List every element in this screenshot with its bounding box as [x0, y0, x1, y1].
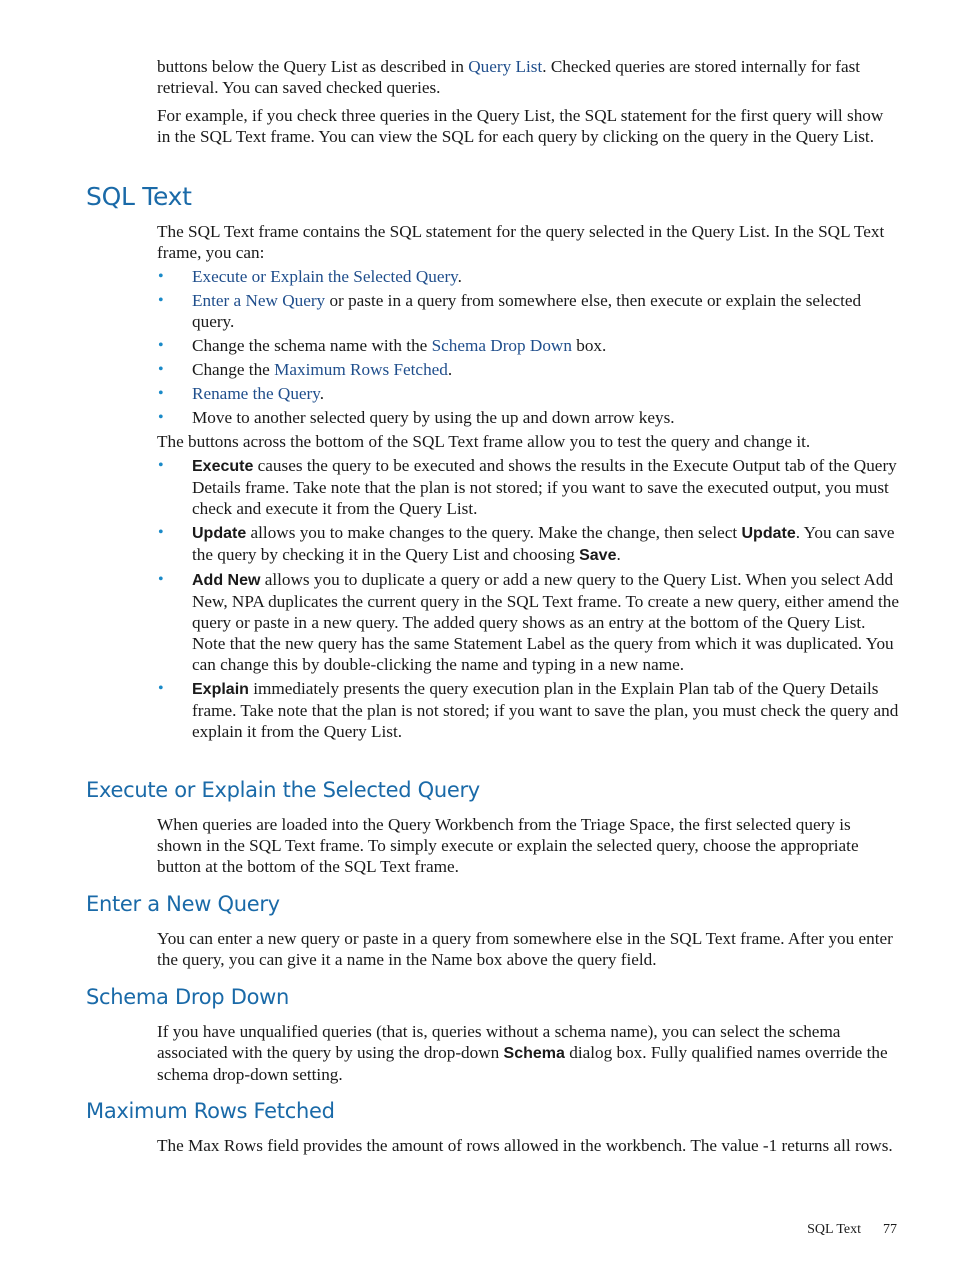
list-item: [157, 266, 899, 287]
buttons-list: [157, 455, 899, 742]
section-heading-sql-text: SQL Text: [86, 182, 192, 211]
bullet-icon: •: [158, 457, 164, 474]
section-heading-maximum-rows-fetched: Maximum Rows Fetched: [86, 1099, 335, 1123]
list-item-text: allows you to duplicate a query or add a new query to the Query List. When you select Add New, NPA duplicates the current query in the SQL Text frame. To create a new query, either amend the query or paste in a new query. The added query shows as an entry at the bottom of the Query List. Note that the new query has the same Statement Label as the query from which it was duplicated. You can change this by double-clicking the name and typing in a new name.: [192, 570, 899, 674]
footer-section-title: SQL Text: [807, 1222, 861, 1237]
page-footer: [807, 1222, 897, 1238]
explain-keyword: Explain: [192, 681, 249, 698]
list-item-text: .: [447, 360, 453, 379]
list-item-explain: [157, 678, 899, 742]
bullet-icon: •: [158, 680, 164, 697]
list-item-text: causes the query to be executed and shows the results in the Execute Output tab of the Query Details frame. Take note that the plan is not stored; if you want to save the executed output, you must check and execute it from the Query List.: [192, 456, 897, 518]
schema-section-paragraph: [157, 1021, 899, 1085]
list-item-add-new: [157, 569, 899, 675]
list-item-text: .: [616, 545, 621, 564]
buttons-intro-paragraph: The buttons across the bottom of the SQL Text frame allow you to test the query and change it.: [157, 432, 811, 451]
bullet-icon: •: [158, 292, 164, 309]
intro-paragraph-2: For example, if you check three queries in the Query List, the SQL statement for the first query will show in the SQL Text frame. You can view the SQL for each query by clicking on the query in the Query List.: [157, 106, 884, 146]
schema-section-block: [157, 1021, 899, 1085]
enter-section-block: [157, 928, 899, 970]
list-item-text: . You can save the query by checking it in the Query List and choosing: [192, 523, 895, 564]
list-item-text: box.: [571, 336, 607, 355]
update-keyword: Update: [192, 525, 247, 542]
execute-section-paragraph: When queries are loaded into the Query Workbench from the Triage Space, the first selected query is shown in the SQL Text frame. To simply execute or explain the selected query, choose the appropriate button at the bottom of the SQL Text frame.: [157, 815, 859, 876]
maximum-rows-fetched-link[interactable]: Maximum Rows Fetched: [274, 360, 448, 379]
section-heading-enter-new-query: Enter a New Query: [86, 892, 280, 916]
bullet-icon: •: [158, 361, 164, 378]
bullet-icon: •: [158, 571, 164, 588]
bullet-icon: •: [158, 409, 164, 426]
intro-text: buttons below the Query List as described in: [157, 57, 469, 76]
sql-text-block: [157, 221, 899, 745]
update-keyword: Update: [741, 525, 796, 542]
execute-keyword: Execute: [192, 458, 254, 475]
sql-text-paragraph: The SQL Text frame contains the SQL statement for the query selected in the Query List. In the SQL Text frame, you can:: [157, 222, 885, 262]
schema-drop-down-link[interactable]: Schema Drop Down: [431, 336, 572, 355]
list-item-text: .: [319, 384, 325, 403]
bullet-icon: •: [158, 524, 164, 541]
paragraph-text: dialog box. Fully qualified names override the schema drop-down setting.: [157, 1043, 888, 1084]
execute-explain-link[interactable]: Execute or Explain the Selected Query: [192, 267, 458, 286]
maxrows-section-block: [157, 1135, 899, 1156]
enter-new-query-link[interactable]: Enter a New Query: [192, 291, 326, 310]
paragraph-text: If you have unqualified queries (that is, queries without a schema name), you can select the schema associated with the query by using the drop-down: [157, 1022, 841, 1062]
list-item-update: [157, 522, 899, 566]
intro-paragraph-1: [157, 56, 899, 98]
list-item: [157, 407, 899, 428]
query-list-link[interactable]: Query List: [468, 57, 543, 76]
list-item-execute: [157, 455, 899, 519]
bullet-icon: •: [158, 337, 164, 354]
maxrows-section-paragraph: The Max Rows field provides the amount of rows allowed in the workbench. The value -1 returns all rows.: [157, 1136, 893, 1155]
list-item-text: allows you to make changes to the query. Make the change, then select: [246, 523, 742, 542]
intro-text: . Checked queries are stored internally for fast retrieval. You can saved checked queries.: [157, 57, 861, 97]
enter-section-paragraph: You can enter a new query or paste in a query from somewhere else in the SQL Text frame. After you enter the query, you can give it a name in the Name box above the query field.: [157, 929, 893, 969]
bullet-icon: •: [158, 385, 164, 402]
save-keyword: Save: [579, 547, 617, 564]
list-item: [157, 359, 899, 380]
section-heading-execute-explain: Execute or Explain the Selected Query: [86, 778, 480, 802]
capabilities-list: [157, 266, 899, 428]
list-item: [157, 290, 899, 332]
rename-query-link[interactable]: Rename the Query: [192, 384, 320, 403]
list-item-text: Change the: [192, 360, 275, 379]
section-heading-schema-drop-down: Schema Drop Down: [86, 985, 290, 1009]
list-item: [157, 383, 899, 404]
list-item-text: .: [457, 267, 462, 286]
intro-block: [157, 56, 899, 147]
list-item-text: Move to another selected query by using the up and down arrow keys.: [192, 408, 675, 427]
list-item-text: immediately presents the query execution plan in the Explain Plan tab of the Query Details frame. Take note that the plan is not stored; if you want to save the plan, you must check the query and explain it from the Query List.: [192, 679, 899, 741]
list-item-text: Change the schema name with the: [192, 336, 432, 355]
list-item-text: or paste in a query from somewhere else, then execute or explain the selected query.: [192, 291, 862, 331]
add-new-keyword: Add New: [192, 572, 261, 589]
bullet-icon: •: [158, 268, 164, 285]
page-number: 77: [883, 1222, 897, 1237]
list-item: [157, 335, 899, 356]
schema-keyword: Schema: [503, 1045, 565, 1062]
execute-section-block: [157, 814, 899, 877]
